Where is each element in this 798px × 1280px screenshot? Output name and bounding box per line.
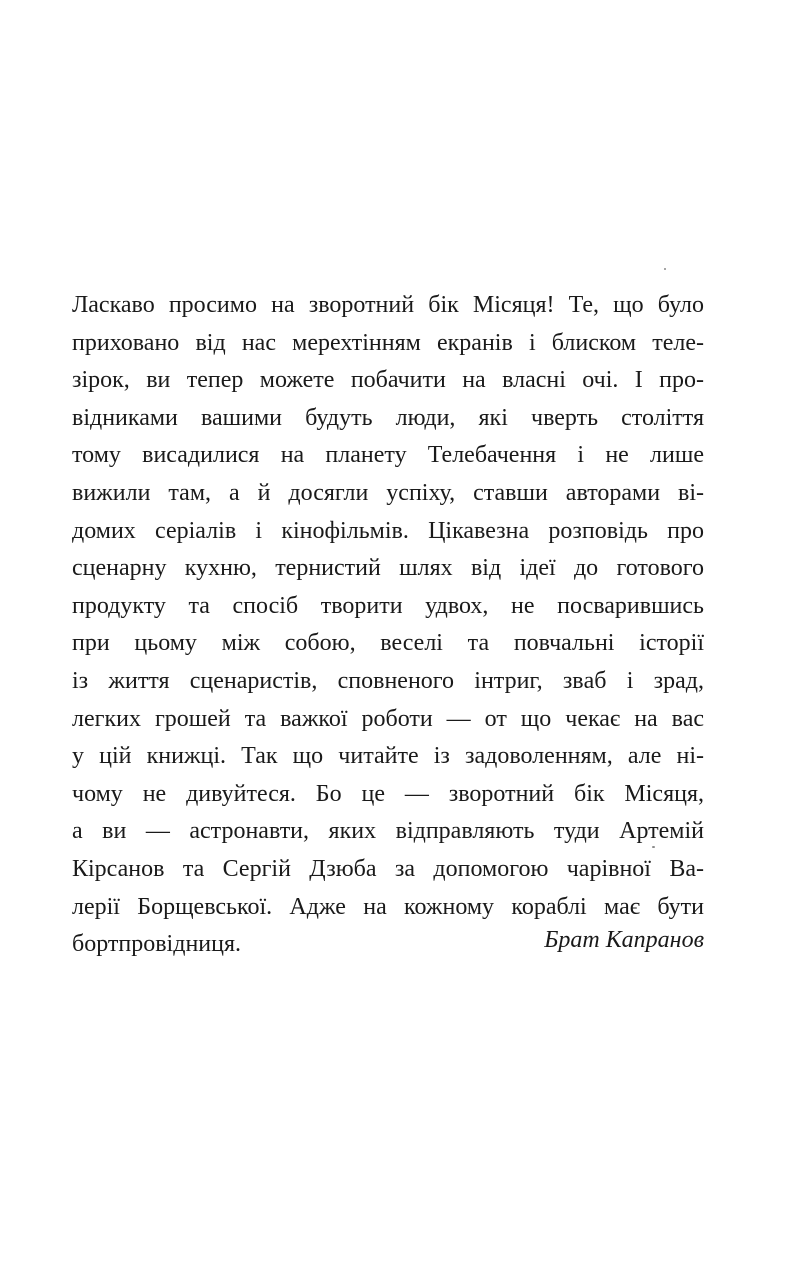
blurb-line: приховано від нас мерехтінням екранів і блиском теле- — [72, 329, 704, 356]
signature: Брат Капранов — [544, 927, 704, 953]
paper-speck — [652, 846, 655, 848]
blurb-line: вижили там, а й досягли успіху, ставши авторами ві- — [72, 479, 704, 506]
blurb-line: домих серіалів і кінофільмів. Цікавезна розповідь про — [72, 517, 704, 544]
blurb-line: із життя сценаристів, сповненого інтриг, звaб і зрад, — [72, 667, 704, 694]
blurb-line: сценарну кухню, тернистий шлях від ідеї до готового — [72, 555, 704, 582]
paper-speck — [664, 268, 666, 270]
blurb-line: тому висадилися на планету Телебачення і не лише — [72, 442, 704, 469]
blurb-paragraph — [72, 287, 704, 964]
blurb-line: чому не дивуйтеся. Бо це — зворотний бік Місяця, — [72, 780, 704, 807]
blurb-line: відниками вашими будуть люди, які чверть століття — [72, 404, 704, 431]
blurb-line: при цьому між собою, веселі та повчальні історії — [72, 630, 704, 657]
blurb-line: лерії Борщевської. Адже на кожному кораблі має бути — [72, 893, 704, 920]
blurb-line: Ласкаво просимо на зворотний бік Місяця! Те, що було — [72, 292, 704, 318]
blurb-line: бортпровідниця. — [72, 931, 242, 958]
blurb-line: у цій книжці. Так що читайте із задоволенням, але ні- — [72, 743, 704, 770]
blurb-line: легких грошей та важкої роботи — от що чекає на вас — [72, 705, 704, 732]
blurb-line: зірок, ви тепер можете побачити на власні очі. І про- — [72, 367, 704, 394]
blurb-line: продукту та спосіб творити удвох, не посварившись — [72, 592, 704, 619]
blurb-line: Кірсанов та Сергій Дзюба за допомогою чарівної Ва- — [72, 855, 704, 882]
blurb-line: а ви — астронавти, яких відправляють туди Артемій — [72, 818, 704, 845]
